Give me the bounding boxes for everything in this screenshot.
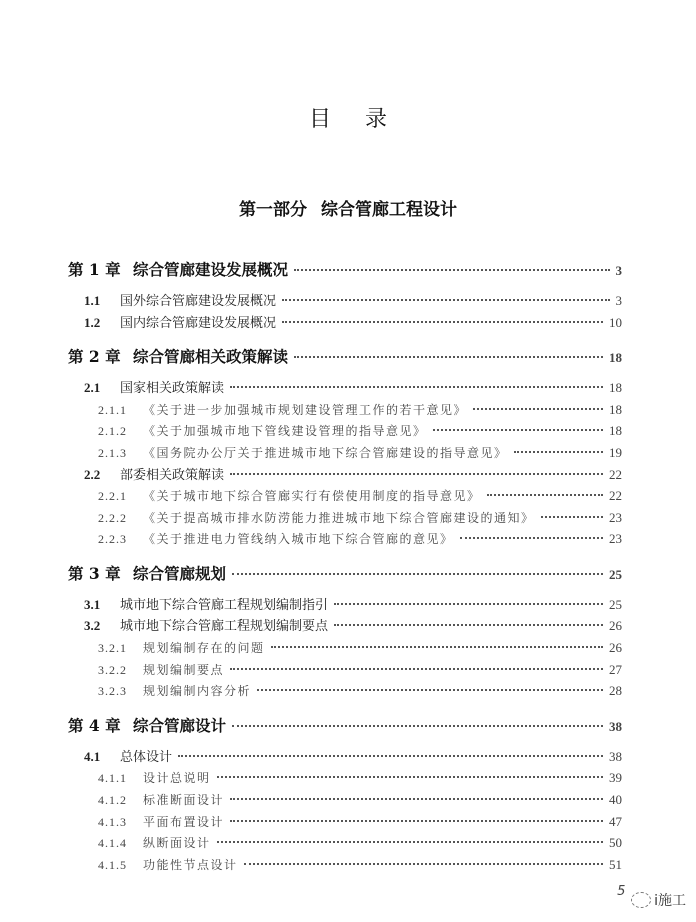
leader-dots: [334, 603, 603, 605]
toc-chapter[interactable]: [68, 715, 622, 737]
leader-dots: [232, 573, 603, 575]
leader-dots: [230, 668, 603, 670]
leader-dots: [334, 624, 603, 626]
toc-title: 国家相关政策解读: [120, 381, 225, 397]
toc-page: 25: [609, 566, 622, 582]
toc-title: 总体设计: [120, 749, 173, 765]
title-char: 目: [308, 107, 365, 132]
toc-title: 《关于城市地下综合管廊实行有偿使用制度的指导意见》: [143, 489, 481, 504]
toc-number: 3.1: [84, 596, 101, 612]
toc-title: 《关于进一步加强城市规划建设管理工作的若干意见》: [143, 402, 468, 417]
toc-title: 综合管廊建设发展概况: [133, 260, 289, 279]
toc-page: 51: [609, 856, 622, 872]
toc-title: 规划编制要点: [143, 662, 225, 677]
leader-dots: [230, 473, 603, 475]
toc-subsection[interactable]: [68, 659, 622, 681]
leader-dots: [232, 725, 603, 727]
toc-number: 4.1.3: [98, 814, 127, 829]
leader-dots: [460, 537, 603, 539]
toc-title: 纵断面设计: [143, 836, 211, 851]
toc-subsection[interactable]: [68, 854, 622, 876]
toc-page: 23: [609, 509, 622, 525]
toc-title: 部委相关政策解读: [120, 467, 225, 483]
watermark: [617, 884, 686, 910]
leader-dots: [282, 299, 609, 301]
toc-page: 22: [609, 488, 622, 504]
toc-page: 26: [609, 618, 622, 634]
toc-title: 国外综合管廊建设发展概况: [120, 293, 277, 309]
toc-subsection[interactable]: [68, 528, 622, 550]
leader-dots: [230, 386, 603, 388]
leader-dots: [294, 356, 603, 358]
toc-subsection[interactable]: [68, 680, 622, 702]
toc-page: 26: [609, 640, 622, 656]
toc-subsection[interactable]: [68, 767, 622, 789]
toc-page: 22: [609, 466, 622, 482]
toc-title: 平面布置设计: [143, 814, 225, 829]
toc-title: 《国务院办公厅关于推进城市地下综合管廊建设的指导意见》: [143, 445, 508, 460]
toc-page: 19: [609, 444, 622, 460]
toc-number: 第 1 章: [68, 260, 121, 279]
toc-number: 第 3 章: [68, 563, 121, 583]
toc-title: 规划编制存在的问题: [143, 641, 265, 656]
toc-page: 28: [609, 683, 622, 699]
toc-number: 2.1: [84, 380, 101, 396]
toc-title: 规划编制内容分析: [143, 684, 252, 699]
leader-dots: [282, 321, 603, 323]
toc-title: 综合管廊设计: [133, 715, 227, 735]
toc-subsection[interactable]: [68, 637, 622, 659]
toc-page: 23: [609, 531, 622, 547]
toc-subsection[interactable]: [68, 485, 622, 507]
toc-number: 2.2.3: [98, 532, 127, 547]
leader-dots: [257, 689, 603, 691]
toc-number: 3.2.1: [98, 641, 127, 656]
leader-dots: [244, 863, 603, 865]
toc-page: 25: [609, 596, 622, 612]
toc-number: 3.2: [84, 618, 101, 634]
toc-number: 3.2.2: [98, 662, 127, 677]
toc-number: 4.1: [84, 748, 101, 764]
toc-chapter[interactable]: [68, 563, 622, 585]
toc-number: 1.2: [84, 314, 101, 330]
toc-number: 2.2.1: [98, 489, 127, 504]
toc-section[interactable]: [68, 377, 622, 399]
toc-page: 3: [615, 292, 622, 308]
toc-section[interactable]: [68, 290, 622, 312]
toc-title: 《关于推进电力管线纳入城市地下综合管廊的意见》: [143, 532, 454, 547]
toc-section[interactable]: [68, 594, 622, 616]
toc-title: 设计总说明: [143, 771, 211, 786]
toc-page: 18: [609, 401, 622, 417]
part-label: 第一部分: [239, 200, 307, 220]
toc-page: 38: [609, 718, 622, 734]
toc-number: 2.1.3: [98, 445, 127, 460]
toc-number: 4.1.1: [98, 771, 127, 786]
toc-number: 2.2: [84, 466, 101, 482]
toc-chapter[interactable]: [68, 259, 622, 281]
toc-title: 《关于加强城市地下管线建设管理的指导意见》: [143, 424, 427, 439]
leader-dots: [541, 516, 603, 518]
leader-dots: [294, 269, 609, 271]
toc-number: 2.1.2: [98, 424, 127, 439]
leader-dots: [230, 820, 603, 822]
watermark-brand: i施工: [654, 893, 686, 909]
leader-dots: [217, 776, 603, 778]
toc-page: 18: [609, 423, 622, 439]
toc-number: 1.1: [84, 292, 101, 308]
toc-subsection[interactable]: [68, 507, 622, 529]
toc-number: 第 4 章: [68, 715, 121, 735]
toc-page: 47: [609, 813, 622, 829]
toc-title: 城市地下综合管廊工程规划编制指引: [120, 597, 329, 613]
toc-chapter[interactable]: [68, 346, 622, 368]
toc-title: 标准断面设计: [143, 793, 225, 808]
toc-page: 38: [609, 748, 622, 764]
toc-subsection[interactable]: [68, 832, 622, 854]
toc-subsection[interactable]: [68, 399, 622, 421]
toc-number: 4.1.5: [98, 857, 127, 872]
toc-number: 第 2 章: [68, 347, 121, 367]
title-char: 录: [365, 107, 422, 132]
leader-dots: [271, 646, 603, 648]
toc-page: 18: [609, 350, 622, 366]
toc-section[interactable]: [68, 312, 622, 334]
leader-dots: [217, 841, 603, 843]
table-of-contents: [68, 249, 622, 875]
toc-title: 综合管廊相关政策解读: [133, 347, 289, 367]
leader-dots: [514, 451, 603, 453]
toc-page: 39: [609, 770, 622, 786]
toc-title: 功能性节点设计: [143, 857, 238, 872]
page-number-fragment: 5: [617, 884, 626, 899]
part-heading: [0, 195, 696, 220]
toc-page: 3: [615, 263, 622, 278]
toc-number: 2.2.2: [98, 510, 127, 525]
toc-page: 50: [609, 835, 622, 851]
toc-number: 4.1.2: [98, 793, 127, 808]
toc-page: 40: [609, 792, 622, 808]
leader-dots: [487, 494, 603, 496]
toc-title: 城市地下综合管廊工程规划编制要点: [120, 619, 329, 635]
toc-number: 2.1.1: [98, 402, 127, 417]
toc-title: 国内综合管廊建设发展概况: [120, 315, 277, 331]
leader-dots: [473, 408, 603, 410]
page-title: [0, 102, 696, 133]
toc-number: 4.1.4: [98, 836, 127, 851]
leader-dots: [178, 755, 603, 757]
toc-page: 10: [609, 314, 622, 330]
part-name: 综合管廊工程设计: [321, 200, 457, 220]
leader-dots: [230, 798, 603, 800]
toc-subsection[interactable]: [68, 811, 622, 833]
toc-subsection[interactable]: [68, 789, 622, 811]
toc-section[interactable]: [68, 464, 622, 486]
toc-section[interactable]: [68, 615, 622, 637]
toc-subsection[interactable]: [68, 442, 622, 464]
toc-title: 综合管廊规划: [133, 563, 227, 583]
toc-subsection[interactable]: [68, 420, 622, 442]
toc-title: 《关于提高城市排水防涝能力推进城市地下综合管廊建设的通知》: [143, 510, 535, 525]
toc-page: 27: [609, 661, 622, 677]
leader-dots: [433, 429, 603, 431]
chat-bubble-icon: [631, 892, 651, 908]
toc-number: 3.2.3: [98, 684, 127, 699]
toc-section[interactable]: [68, 746, 622, 768]
toc-page: 18: [609, 380, 622, 396]
